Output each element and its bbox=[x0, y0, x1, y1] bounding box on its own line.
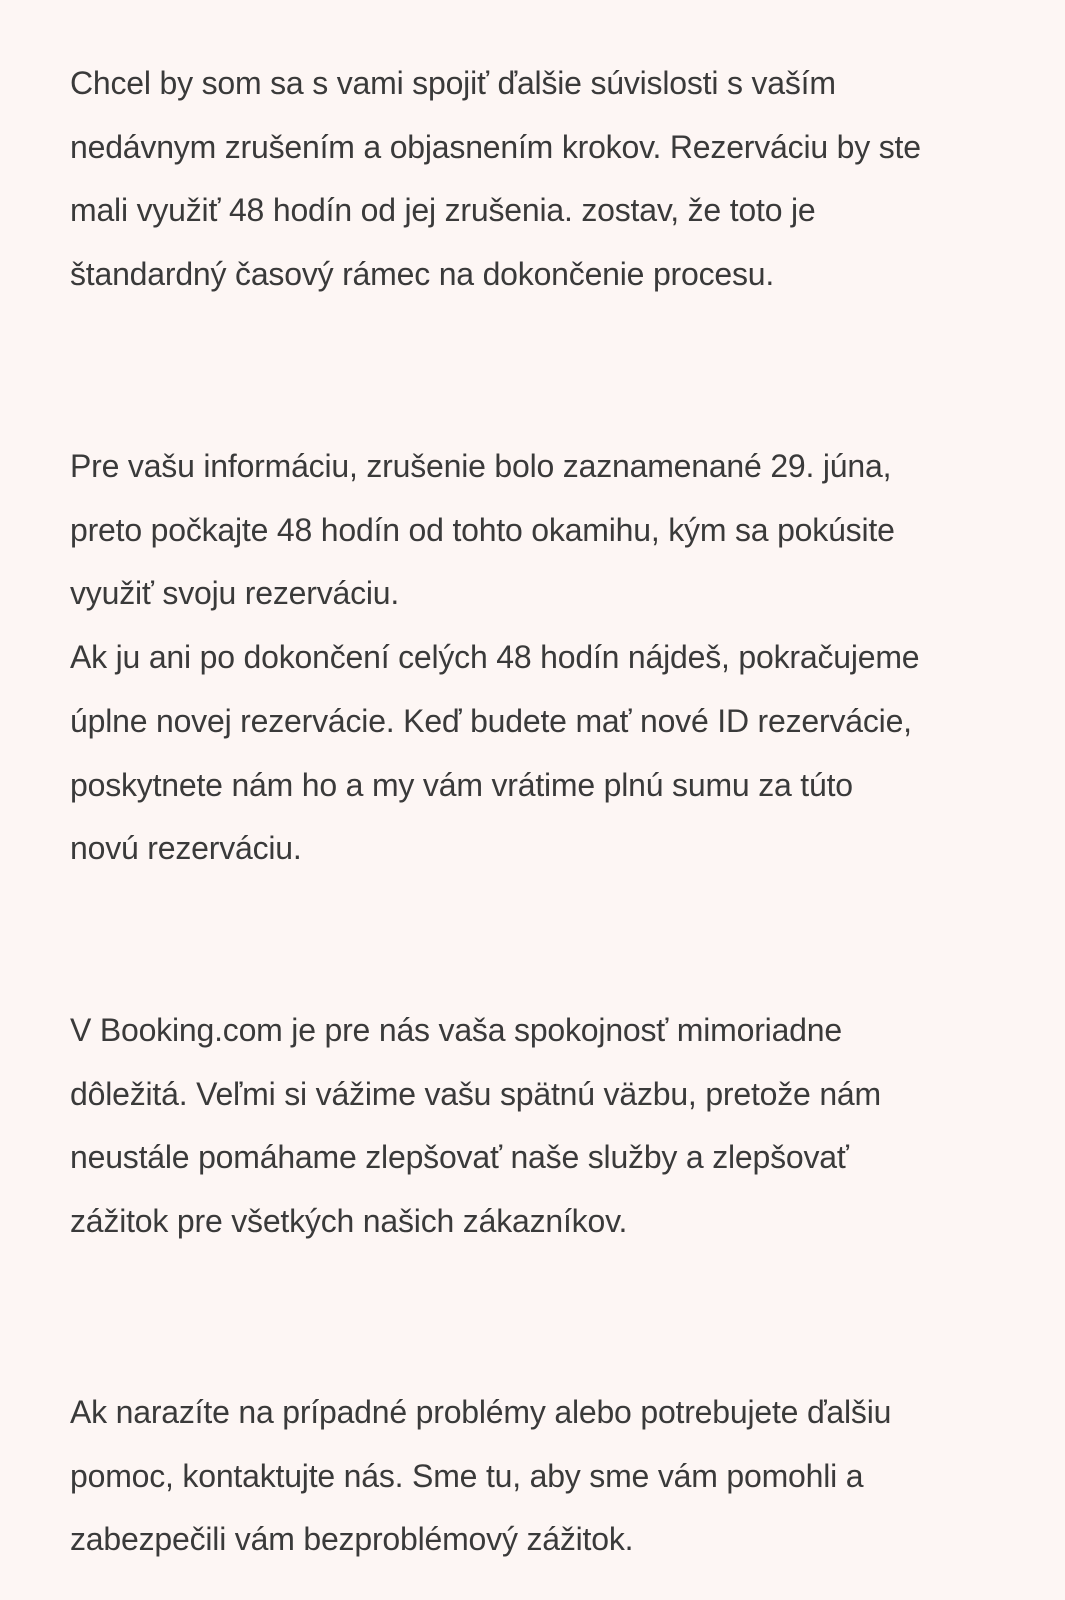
text-line: neustále pomáhame zlepšovať naše služby a zlepšovať bbox=[70, 1139, 849, 1176]
text-line: novú rezerváciu. bbox=[70, 830, 302, 867]
text-line: Chcel by som sa s vami spojiť ďalšie súvislosti s vaším bbox=[70, 65, 836, 101]
paragraph-satisfaction bbox=[70, 999, 995, 1254]
paragraph-wait-48-hours bbox=[70, 52, 995, 307]
text-line: Ak narazíte na prípadné problémy alebo potrebujete ďalšiu bbox=[70, 1394, 892, 1430]
text-line: využiť svoju rezerváciu. bbox=[70, 575, 400, 612]
text-line: Pre vašu informáciu, zrušenie bolo zaznamenané 29. júna, bbox=[70, 448, 892, 484]
text-line: zážitok pre všetkých našich zákazníkov. bbox=[70, 1203, 628, 1240]
paragraph-contact-us bbox=[70, 1381, 995, 1572]
text-line: úplne novej rezervácie. Keď budete mať nové ID rezervácie, bbox=[70, 702, 912, 739]
text-line: mali využiť 48 hodín od jej zrušenia. zostav, že toto je bbox=[70, 192, 816, 229]
text-line: Ak ju ani po dokončení celých 48 hodín nájdeš, pokračujeme bbox=[70, 639, 920, 676]
text-line: nedávnym zrušením a objasnením krokov. Rezerváciu by ste bbox=[70, 128, 921, 165]
text-line: V Booking.com je pre nás vaša spokojnosť mimoriadne bbox=[70, 1012, 842, 1048]
text-line: štandardný časový rámec na dokončenie procesu. bbox=[70, 256, 775, 293]
text-line: preto počkajte 48 hodín od tohto okamihu, kým sa pokúsite bbox=[70, 511, 895, 548]
paragraph-cancellation-date bbox=[70, 435, 995, 881]
text-line: poskytnete nám ho a my vám vrátime plnú sumu za túto bbox=[70, 766, 853, 803]
text-line: pomoc, kontaktujte nás. Sme tu, aby sme vám pomohli a bbox=[70, 1457, 864, 1494]
text-line: zabezpečili vám bezproblémový zážitok. bbox=[70, 1521, 634, 1558]
text-line: dôležitá. Veľmi si vážime vašu spätnú väzbu, pretože nám bbox=[70, 1075, 881, 1112]
